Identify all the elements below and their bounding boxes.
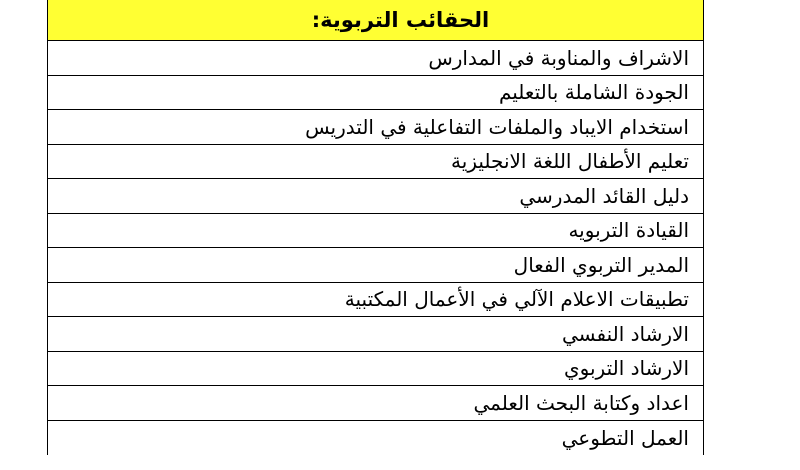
table-header: الحقائب التربوية: — [48, 0, 703, 41]
training-bags-table — [47, 0, 704, 455]
list-item: استخدام الايباد والملفات التفاعلية في التدريس — [48, 110, 703, 145]
list-item: تعليم الأطفال اللغة الانجليزية — [48, 145, 703, 180]
list-item: الجودة الشاملة بالتعليم — [48, 76, 703, 111]
list-item: دليل القائد المدرسي — [48, 179, 703, 214]
list-item: الارشاد التربوي — [48, 352, 703, 387]
list-item: الارشاد النفسي — [48, 317, 703, 352]
list-item: القيادة التربويه — [48, 214, 703, 249]
list-item: اعداد وكتابة البحث العلمي — [48, 386, 703, 421]
list-item: تطبيقات الاعلام الآلي في الأعمال المكتبية — [48, 283, 703, 318]
list-item: المدير التربوي الفعال — [48, 248, 703, 283]
list-item: الاشراف والمناوبة في المدارس — [48, 41, 703, 76]
list-item: العمل التطوعي — [561, 425, 689, 450]
